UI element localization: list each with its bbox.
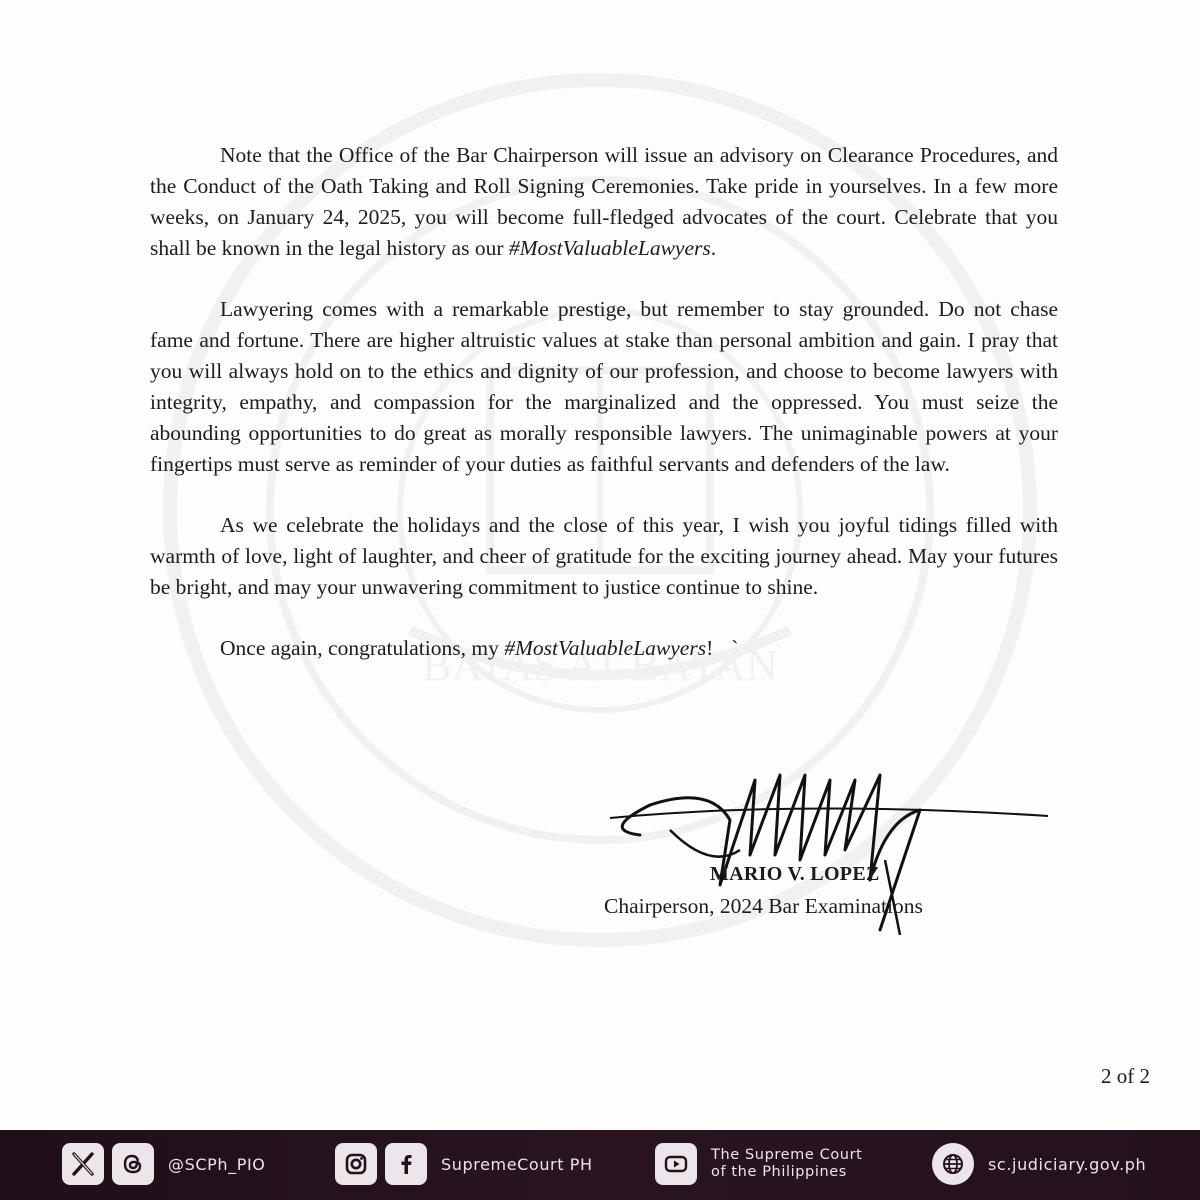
signer-title: Chairperson, 2024 Bar Examinations bbox=[604, 894, 923, 918]
paragraph-2: Lawyering comes with a remarkable prestige, but remember to stay grounded. Do not chase fame and fortune. There are higher altruistic values at stake than personal ambition and gain. I pray that you will always hold on to the ethics and dignity of our profession, and choose to become lawyers with integrity, empathy, and compassion for the marginalized and the oppressed. You must seize the abounding opportunities to do great as morally responsible lawyers. The unimaginable powers at your fingertips must serve as reminder of your duties as faithful servants and defenders of the law. bbox=[150, 297, 1058, 476]
facebook-icon[interactable] bbox=[385, 1143, 427, 1185]
globe-icon[interactable] bbox=[932, 1143, 974, 1185]
paragraph-3: As we celebrate the holidays and the close of this year, I wish you joyful tidings filled with warmth of love, light of laughter, and cheer of gratitude for the exciting journey ahead. May your futures be bright, and may your unwavering commitment to justice continue to shine. bbox=[150, 513, 1058, 599]
closing-hashtag: #MostValuableLawyers bbox=[504, 636, 707, 660]
youtube-channel-name[interactable] bbox=[711, 1147, 862, 1181]
youtube-line-1: The Supreme Court bbox=[711, 1147, 863, 1163]
social-footer bbox=[0, 1130, 1200, 1200]
letter-body bbox=[150, 140, 1058, 664]
website-link[interactable]: sc.judiciary.gov.ph bbox=[988, 1154, 1147, 1174]
signature-block bbox=[580, 760, 1060, 960]
page-name[interactable]: SupremeCourt PH bbox=[441, 1154, 593, 1174]
footer-group-page bbox=[335, 1143, 593, 1185]
instagram-icon[interactable] bbox=[335, 1143, 377, 1185]
footer-group-handle bbox=[62, 1143, 265, 1185]
youtube-icon[interactable] bbox=[655, 1143, 697, 1185]
hashtag-text: #MostValuableLawyers bbox=[508, 236, 711, 260]
social-handle[interactable]: @SCPh_PIO bbox=[168, 1154, 266, 1174]
threads-icon[interactable] bbox=[112, 1143, 154, 1185]
signer-name: MARIO V. LOPEZ bbox=[710, 863, 880, 885]
footer-group-website bbox=[932, 1143, 1146, 1185]
x-icon[interactable] bbox=[62, 1143, 104, 1185]
paragraph-1: Note that the Office of the Bar Chairperson will issue an advisory on Clearance Procedures, and the Conduct of the Oath Taking and Roll Signing Ceremonies. Take pride in yourselves. In a few more weeks, on January 24, 2025, you will become full-fledged advocates of the court. Celebrate that you shall be known in the legal history as our #MostValuableLawyers. bbox=[150, 143, 1058, 260]
page-number: 2 of 2 bbox=[1101, 1064, 1150, 1088]
youtube-line-2: of the Philippines bbox=[711, 1164, 847, 1180]
stray-mark: ` bbox=[731, 636, 739, 660]
closing-line: Once again, congratulations, my #MostValuableLawyers! ` bbox=[220, 636, 739, 660]
handwritten-signature bbox=[580, 760, 1060, 960]
footer-group-youtube bbox=[655, 1143, 862, 1185]
